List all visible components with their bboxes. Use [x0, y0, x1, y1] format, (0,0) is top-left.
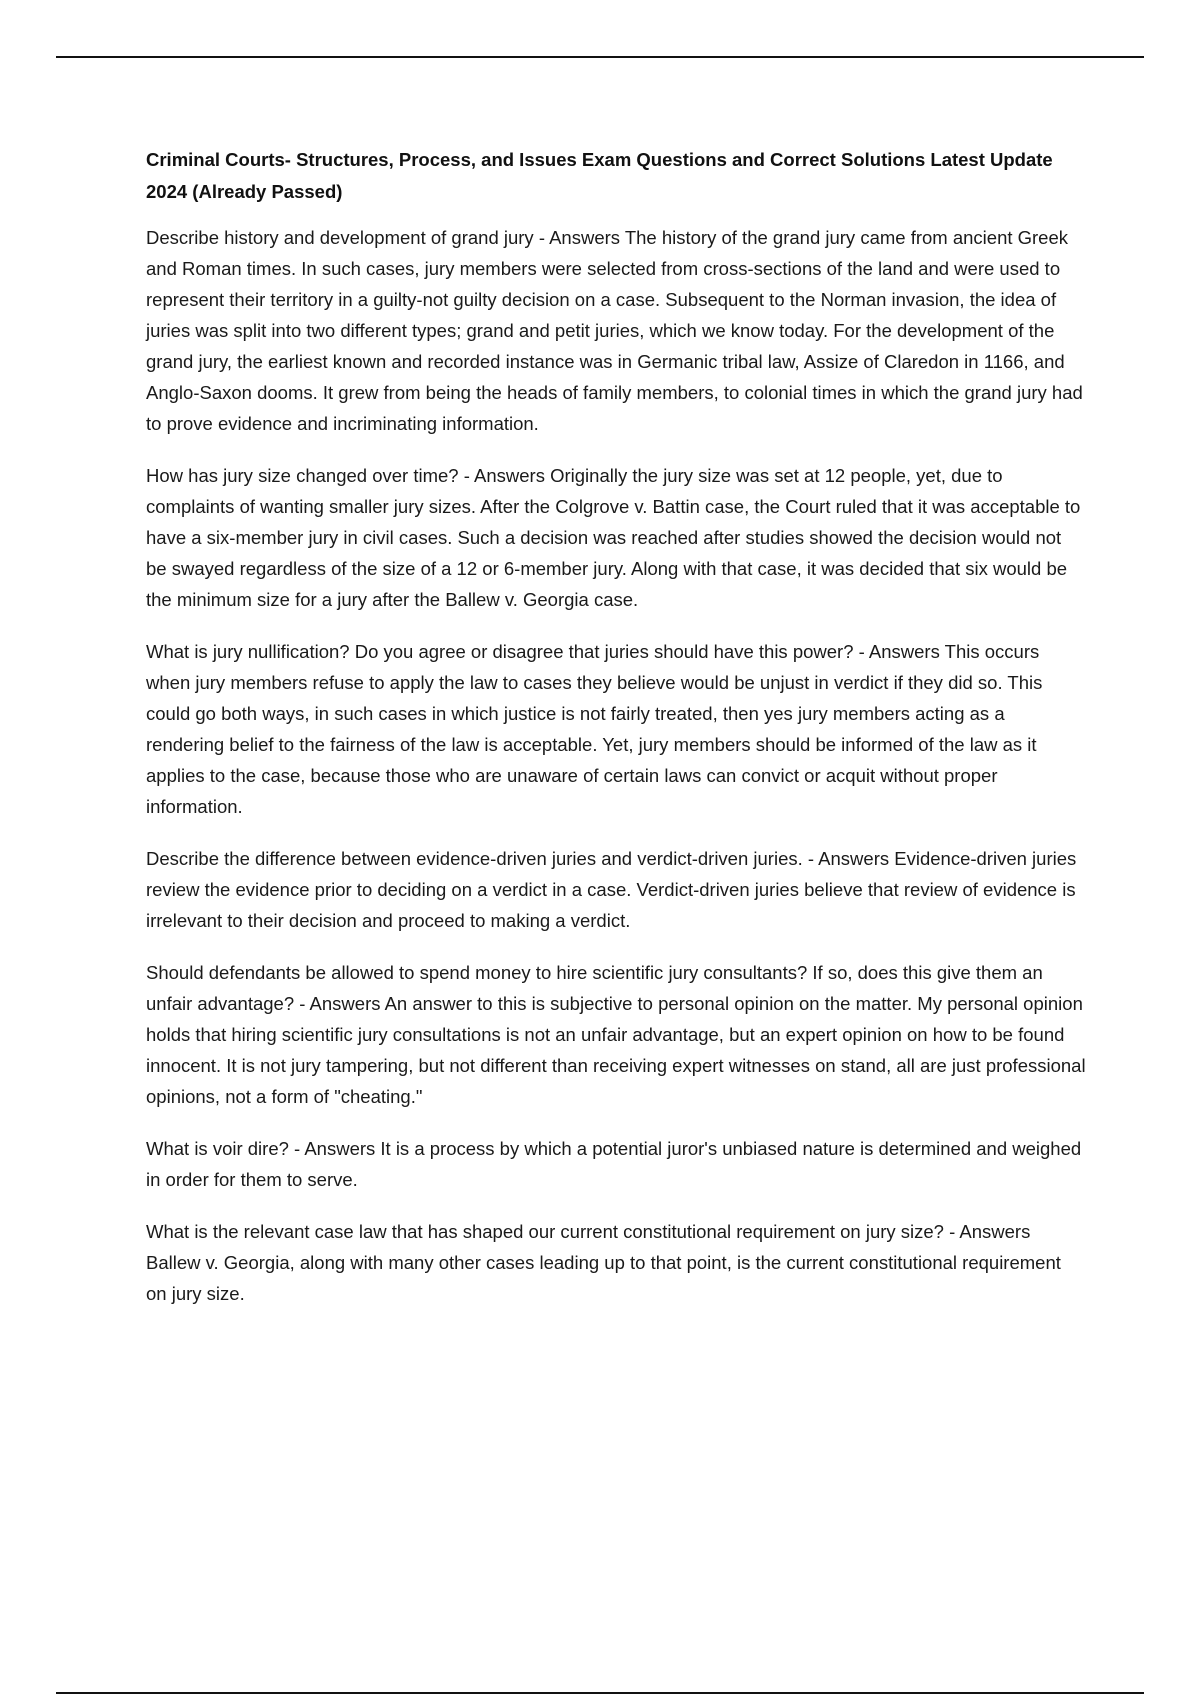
footer-rule — [56, 1692, 1144, 1694]
qa-paragraph-jury-nullification: What is jury nullification? Do you agree or disagree that juries should have this power? - Answers This occurs when jury members refuse to apply the law to cases they believe would be unjust in verdict if they did so. This could go both ways, in such cases in which justice is not fairly treated, then yes jury members acting as a rendering belief to the fairness of the law is acceptable. Yet, jury members should be informed of the law as it applies to the case, because those who are unaware of certain laws can convict or acquit without proper information. — [146, 641, 1043, 817]
qa-paragraph-evidence-vs-verdict-driven: Describe the difference between evidence-driven juries and verdict-driven juries. - Answers Evidence-driven juries review the evidence prior to deciding on a verdict in a case. Verdict-driven juries believe that review of evidence is irrelevant to their decision and proceed to making a verdict. — [146, 848, 1077, 931]
header-rule — [56, 56, 1144, 58]
qa-paragraph-jury-size-change: How has jury size changed over time? - Answers Originally the jury size was set at 12 people, yet, due to complaints of wanting smaller jury sizes. After the Colgrove v. Battin case, the Court ruled that it was acceptable to have a six-member jury in civil cases. Such a decision was reached after studies showed the decision would not be swayed regardless of the size of a 12 or 6-member jury. Along with that case, it was decided that six would be the minimum size for a jury after the Ballew v. Georgia case. — [146, 465, 1081, 610]
qa-paragraph-voir-dire: What is voir dire? - Answers It is a process by which a potential juror's unbiased nature is determined and weighed in order for them to serve. — [146, 1138, 1082, 1190]
document-body — [146, 144, 1086, 1330]
qa-paragraph-grand-jury-history: Describe history and development of grand jury - Answers The history of the grand jury came from ancient Greek and Roman times. In such cases, jury members were selected from cross-sections of the land and were used to represent their territory in a guilty-not guilty decision on a case. Subsequent to the Norman invasion, the idea of juries was split into two different types; grand and petit juries, which we know today. For the development of the grand jury, the earliest known and recorded instance was in Germanic tribal law, Assize of Claredon in 1166, and Anglo-Saxon dooms. It grew from being the heads of family members, to colonial times in which the grand jury had to prove evidence and incriminating information. — [146, 227, 1083, 434]
qa-paragraph-case-law-jury-size: What is the relevant case law that has shaped our current constitutional requirement on jury size? - Answers Ballew v. Georgia, along with many other cases leading up to that point, is the current constitutional requirement on jury size. — [146, 1221, 1061, 1304]
qa-paragraph-jury-consultants: Should defendants be allowed to spend money to hire scientific jury consultants? If so, does this give them an unfair advantage? - Answers An answer to this is subjective to personal opinion on the matter. My personal opinion holds that hiring scientific jury consultations is not an unfair advantage, but an expert opinion on how to be found innocent. It is not jury tampering, but not different than receiving expert witnesses on stand, all are just professional opinions, not a form of "cheating." — [146, 962, 1086, 1107]
document-title: Criminal Courts- Structures, Process, and Issues Exam Questions and Correct Solutions Latest Update 2024 (Already Passed) — [146, 149, 1053, 202]
